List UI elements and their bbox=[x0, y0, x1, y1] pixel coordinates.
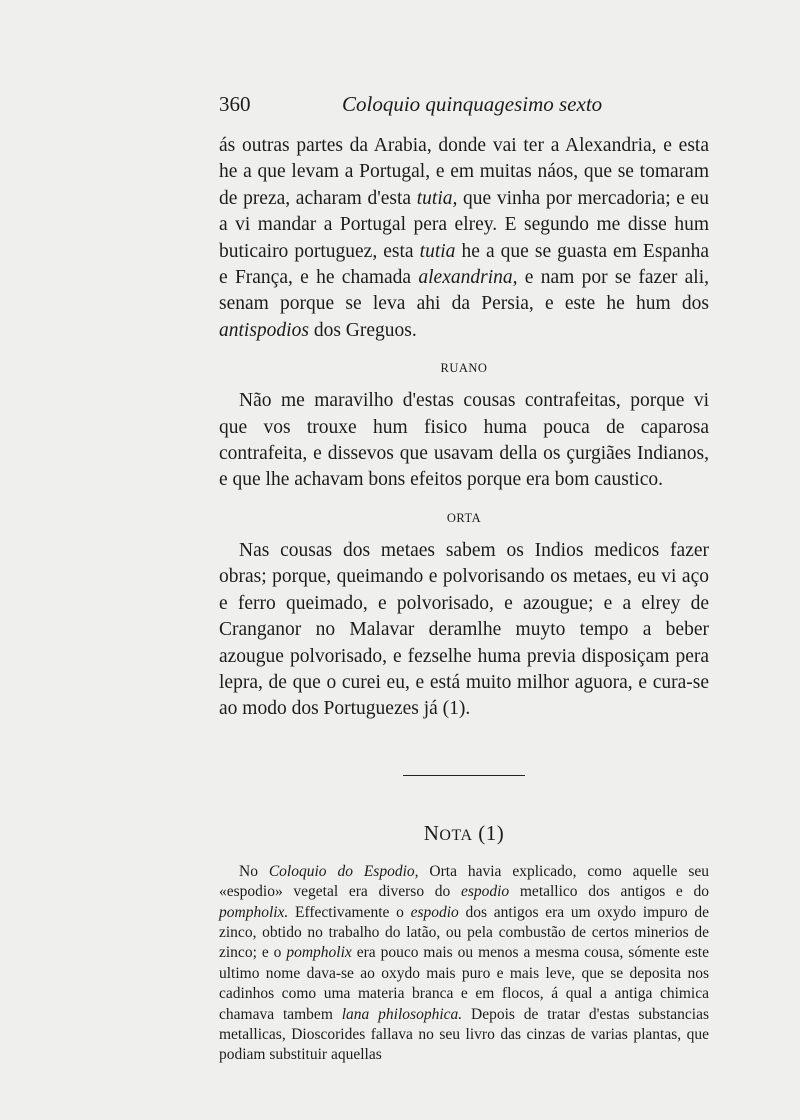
note-heading-initial: N bbox=[423, 820, 440, 845]
text-run: e nam por se fazer ali, senam porque se leva ahi da Persia, e este he hum dos bbox=[219, 267, 709, 315]
paragraph-continuation bbox=[219, 133, 709, 344]
italic-term: tutia, bbox=[416, 187, 458, 209]
text-run: he a que se guasta em Espanha e França, e he chamada bbox=[219, 240, 709, 289]
italic-term: lana philosophica. bbox=[341, 1005, 463, 1023]
italic-term: antispodios bbox=[219, 319, 309, 341]
italic-term: Coloquio do Espodio, bbox=[268, 862, 419, 880]
italic-term: espodio bbox=[410, 903, 459, 921]
text-run: era pouco mais ou menos a mesma cousa, sómente este ultimo nome dava-se ao oxydo mais puro e mais leve, que se deposita nos cadinhos como uma materia branca e em flocos, á qual a antiga chimica chamava tambem bbox=[219, 944, 709, 1023]
page-body bbox=[219, 133, 709, 1066]
note-heading-rest: OTA bbox=[439, 826, 473, 844]
note-heading-number: (1) bbox=[478, 820, 505, 845]
italic-term: pompholix bbox=[286, 944, 352, 962]
note-paragraph bbox=[219, 862, 709, 1066]
text-run: No bbox=[239, 862, 269, 880]
text-run: dos antigos era um oxydo impuro de zinco, obtido no trabalho do latão, ou pela combustão de certos minerios de zinco; e o bbox=[219, 903, 709, 962]
text-run: Effectivamente o bbox=[288, 903, 411, 921]
text-run: Depois de tratar d'estas substancias metallicas, Dioscorides fallava no seu livro das cinzas de varias plantas, que podiam substituir aquellas bbox=[219, 1005, 709, 1064]
page-number: 360 bbox=[219, 92, 251, 116]
text-run: ás outras partes da Arabia, donde vai ter a Alexandria, e esta he a que levam a Portugal, e em muitas náos, que se tomaram de preza, acharam d'esta bbox=[219, 135, 709, 209]
italic-term: tutia bbox=[419, 240, 456, 262]
paragraph-ruano: Não me maravilho d'estas cousas contrafeitas, porque vi que vos trouxe hum fisico huma pouca de caparosa contrafeita, e dissevos que usavam della os çurgiães Indianos, e que lhe achavam bons efeitos porque era bom caustico. bbox=[219, 390, 709, 491]
italic-term: pompholix. bbox=[219, 903, 289, 921]
text-run: Orta havia explicado, como aquelle seu «espodio» vegetal era diverso do bbox=[219, 862, 709, 901]
italic-term: alexandrina, bbox=[418, 267, 518, 289]
section-divider bbox=[403, 775, 525, 776]
italic-term: espodio bbox=[460, 883, 510, 901]
running-title: Coloquio quinquagesimo sexto bbox=[342, 92, 603, 116]
speaker-orta: ORTA bbox=[446, 510, 482, 525]
text-run: que vinha por mercadoria; e eu a vi mandar a Portugal pera elrey. E segundo me disse hum buticairo portuguez, esta bbox=[219, 187, 709, 262]
paragraph-orta: Nas cousas dos metaes sabem os Indios medicos fazer obras; porque, queimando e polvorisando os metaes, eu vi aço e ferro queimado, e polvorisado, e azougue; e a elrey de Cranganor no Malavar deramlhe muyto tempo a beber azougue polvorisado, e fezselhe huma previa disposiçam pera lepra, de que o curei eu, e está muito milhor aguora, e cura-se ao modo dos Portuguezes já (1). bbox=[219, 539, 709, 720]
note-heading bbox=[219, 821, 709, 848]
text-run: dos Greguos. bbox=[308, 319, 417, 341]
text-run: metallico dos antigos e do bbox=[509, 883, 709, 901]
speaker-ruano: RUANO bbox=[440, 361, 488, 376]
